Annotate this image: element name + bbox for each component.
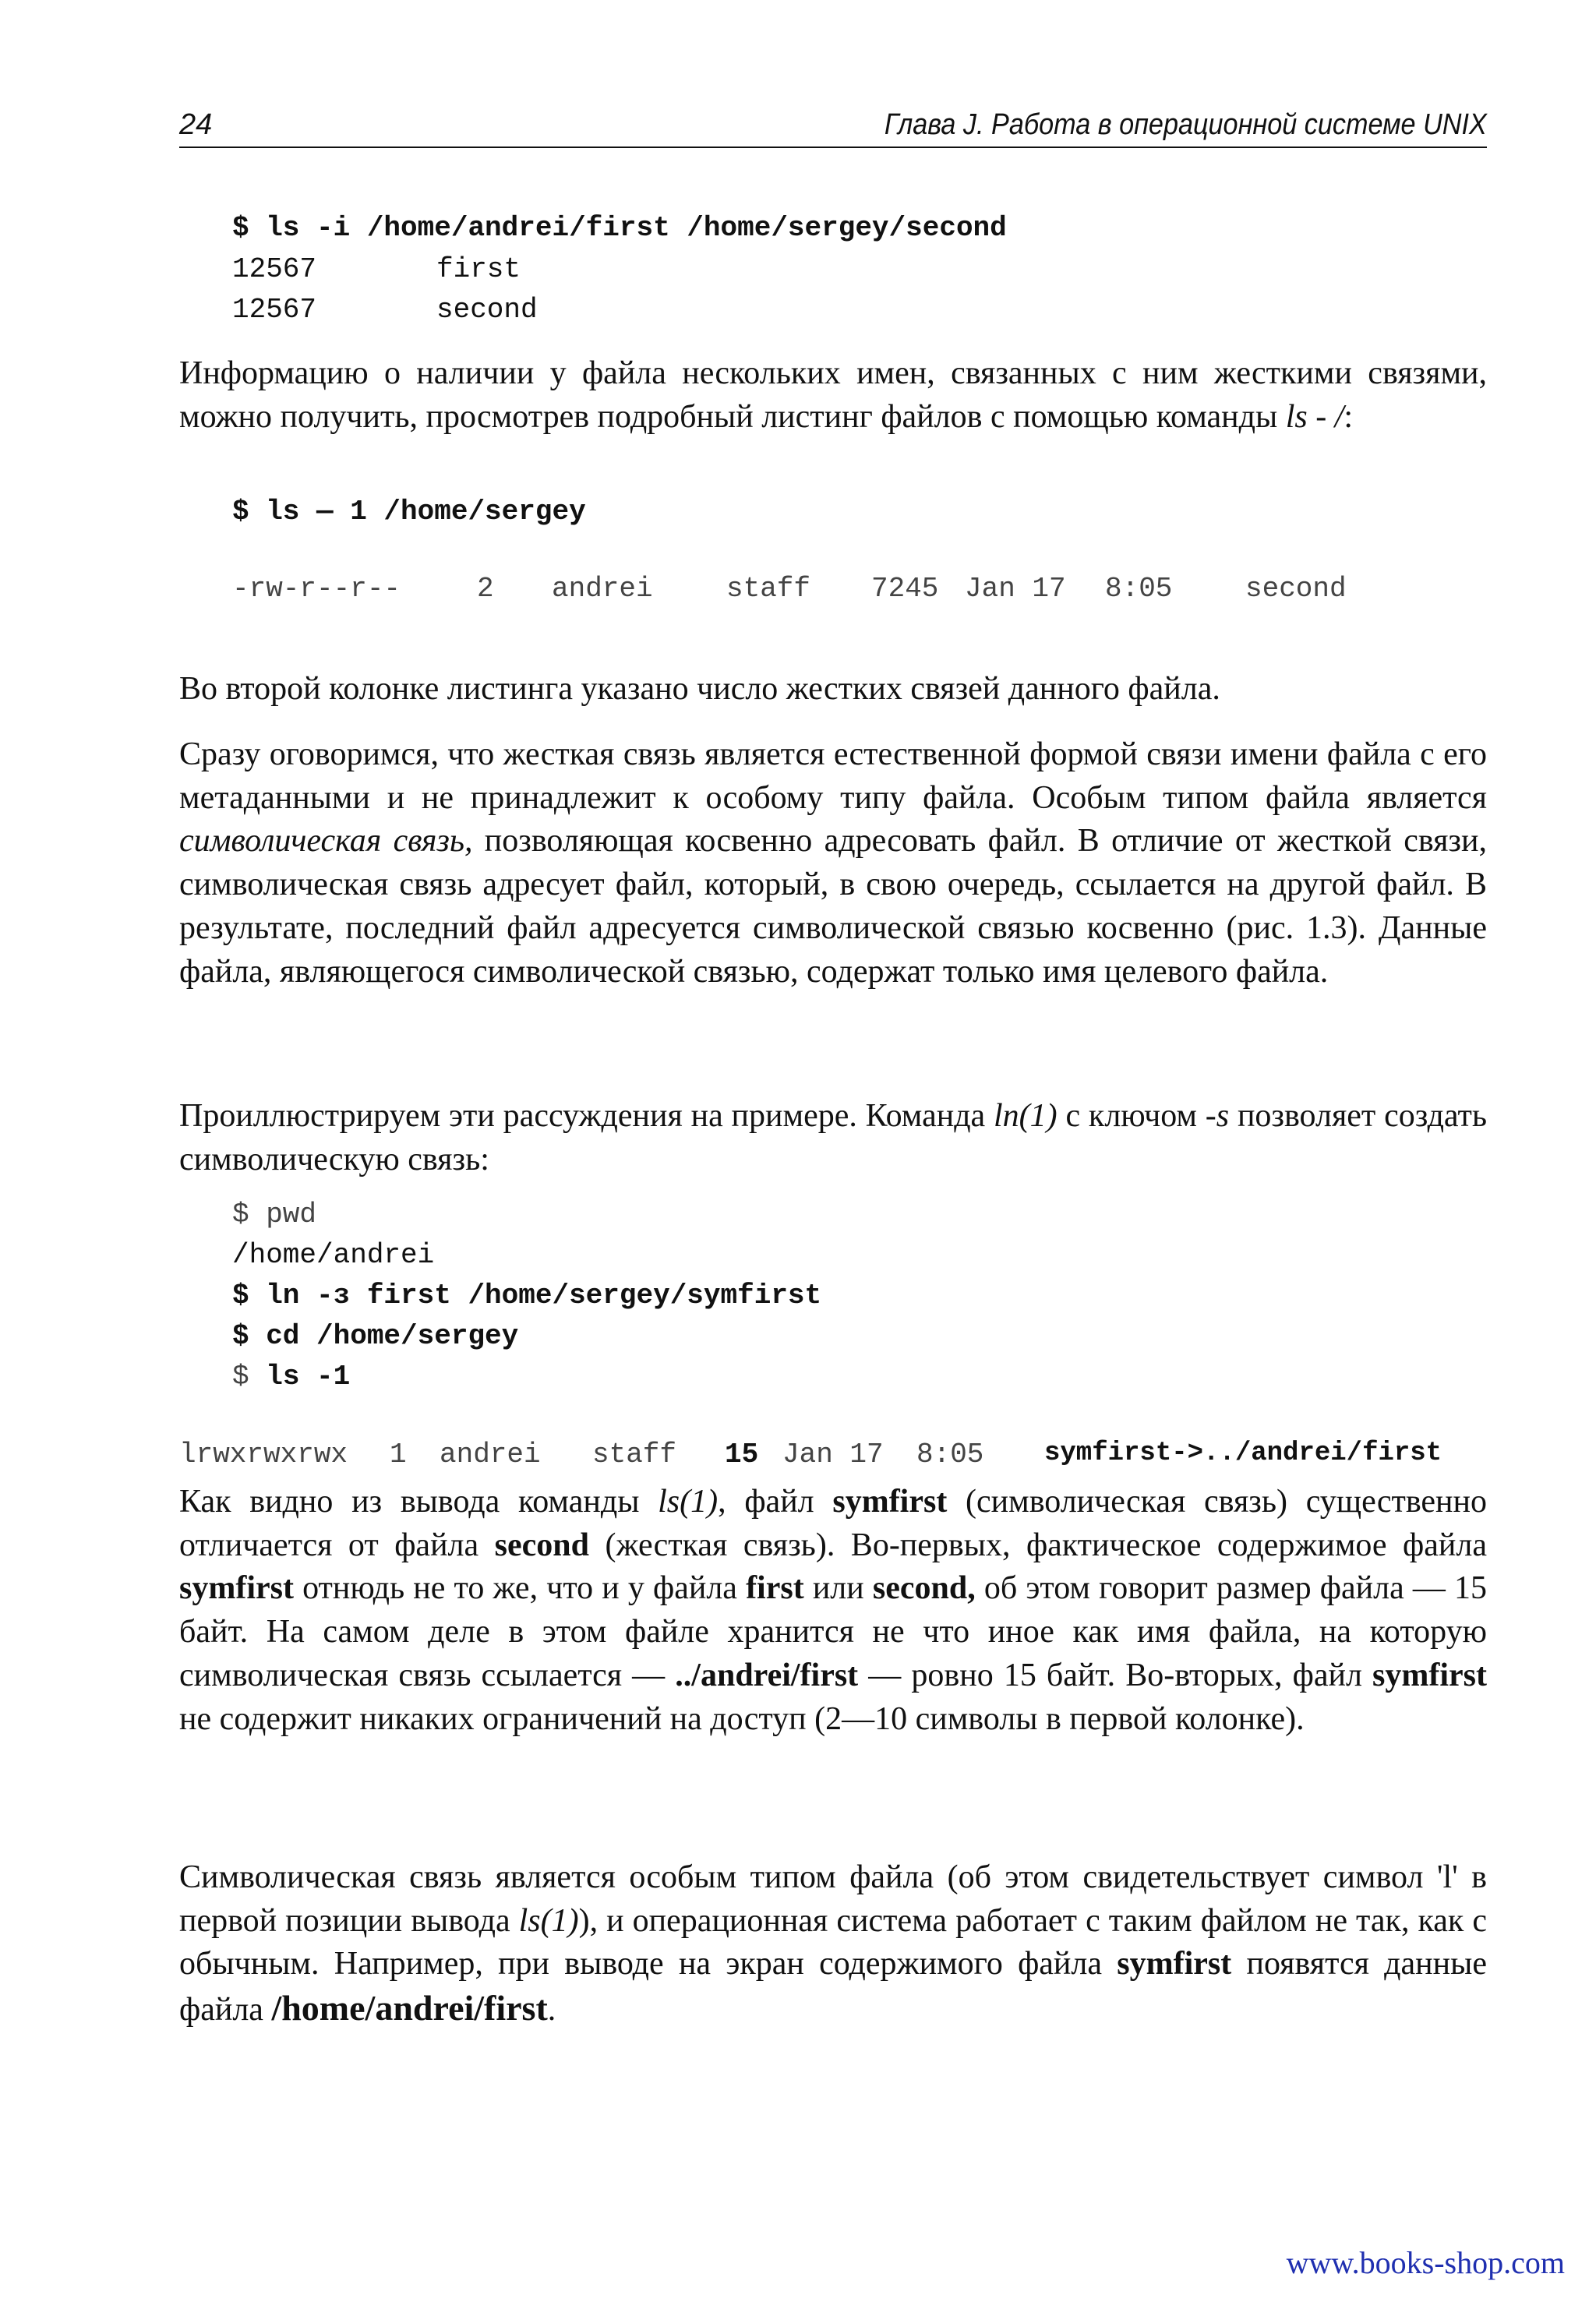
listing3-line-5: $ ls -1 [232,1361,351,1393]
paragraph-6: Символическая связь является особым типом файла (об этом свидетельствует символ 'l' в первой позиции вывода ls(1)), и операционная система работает с таким файлом не так, как с обычным. Например, при выводе на экран содержимого файла symfirst появятся данные файла /home/andrei/first. [179,1859,1487,2028]
paragraph-3: Сразу оговоримся, что жесткая связь является естественной формой связи имени файла с его метаданными и не принадлежит к особому типу файла. Особым типом файла является символическая связь, позволяющая косвенно адресовать файл. В отличие от жесткой связи, символическая связь адресует файл, который, в свою очередь, ссылается на другой файл. В результате, последний файл адресуется символической связью косвенно (рис. 1.3). Данные файла, являющегося символической связью, содержат только имя целевого файла. [179,736,1487,990]
page-number: 24 [179,108,213,141]
chapter-title: Глава J. Работа в операционной системе UNIX [885,108,1487,141]
permissions: -rw-r--r-- [232,573,401,605]
paragraph-1: Информацию о наличии у файла нескольких имен, связанных с ним жесткими связями, можно получить, просмотрев подробный листинг файлов с помощью команды ls - /: [179,355,1487,435]
listing3-line-2: /home/andrei [232,1239,435,1271]
filename: second [1245,573,1347,605]
filename: first [436,253,521,285]
group: staff [592,1439,677,1471]
footer-link[interactable]: www.books-shop.com [1286,2245,1565,2280]
inode: 12567 [232,294,317,326]
size: 7245 [871,573,939,605]
owner: andrei [552,573,653,605]
listing2-output-row [232,573,1401,607]
date: Jan 17 [965,573,1066,605]
time: 8:05 [916,1439,984,1471]
permissions: lrwxrwxrwx [179,1439,348,1471]
listing3-line-4: $ cd /home/sergey [232,1320,519,1352]
owner: andrei [440,1439,541,1471]
inode: 12567 [232,253,317,285]
filename: symfirst->../andrei/first [1044,1439,1442,1468]
term-symbolic-link: символическая связь, [179,823,473,860]
paragraph-2: Во второй колонке листинга указано число жестких связей данного файла. [179,671,1220,707]
date: Jan 17 [782,1439,884,1471]
paragraph-5: Как видно из вывода команды ls(1), файл symfirst (символическая связь) существенно отличается от файла second (жесткая связь). Во-первых, фактическое содержимое файла symfirst отнюдь не то же, что и у файла first или second, об этом говорит размер файла — 15 байт. На самом деле в этом файле хранится не что иное как имя файла, на которую символическая связь ссылается — ../andrei/first — ровно 15 байт. Во-вторых, файл symfirst не содержит никаких ограничений на доступ (2—10 символы в первой колонке). [179,1484,1488,1737]
link-count: 2 [477,573,494,605]
running-header [179,109,1487,148]
listing4-output-row [179,1439,1488,1473]
size: 15 [725,1439,759,1471]
time: 8:05 [1105,573,1173,605]
inline-command: ln(1) [994,1098,1058,1134]
paragraph-4: Проиллюстрируем эти рассуждения на примере. Команда ln(1) с ключом -s позволяет создать символическую связь: [179,1098,1487,1177]
listing2-command: $ ls — 1 /home/sergey [232,496,586,528]
listing3-line-1: $ pwd [232,1199,317,1230]
filename: second [436,294,538,326]
listing1-command: $ ls -i /home/andrei/first /home/sergey/second [232,212,1007,244]
listing3-line-3: $ ln -з first /home/sergey/symfirst [232,1280,822,1312]
link-count: 1 [390,1439,407,1471]
listing1-row-1 [232,253,856,288]
inline-command: ls - / [1285,398,1344,435]
listing1-row-2 [232,294,856,328]
group: staff [726,573,811,605]
inline-key: -s [1205,1098,1230,1134]
